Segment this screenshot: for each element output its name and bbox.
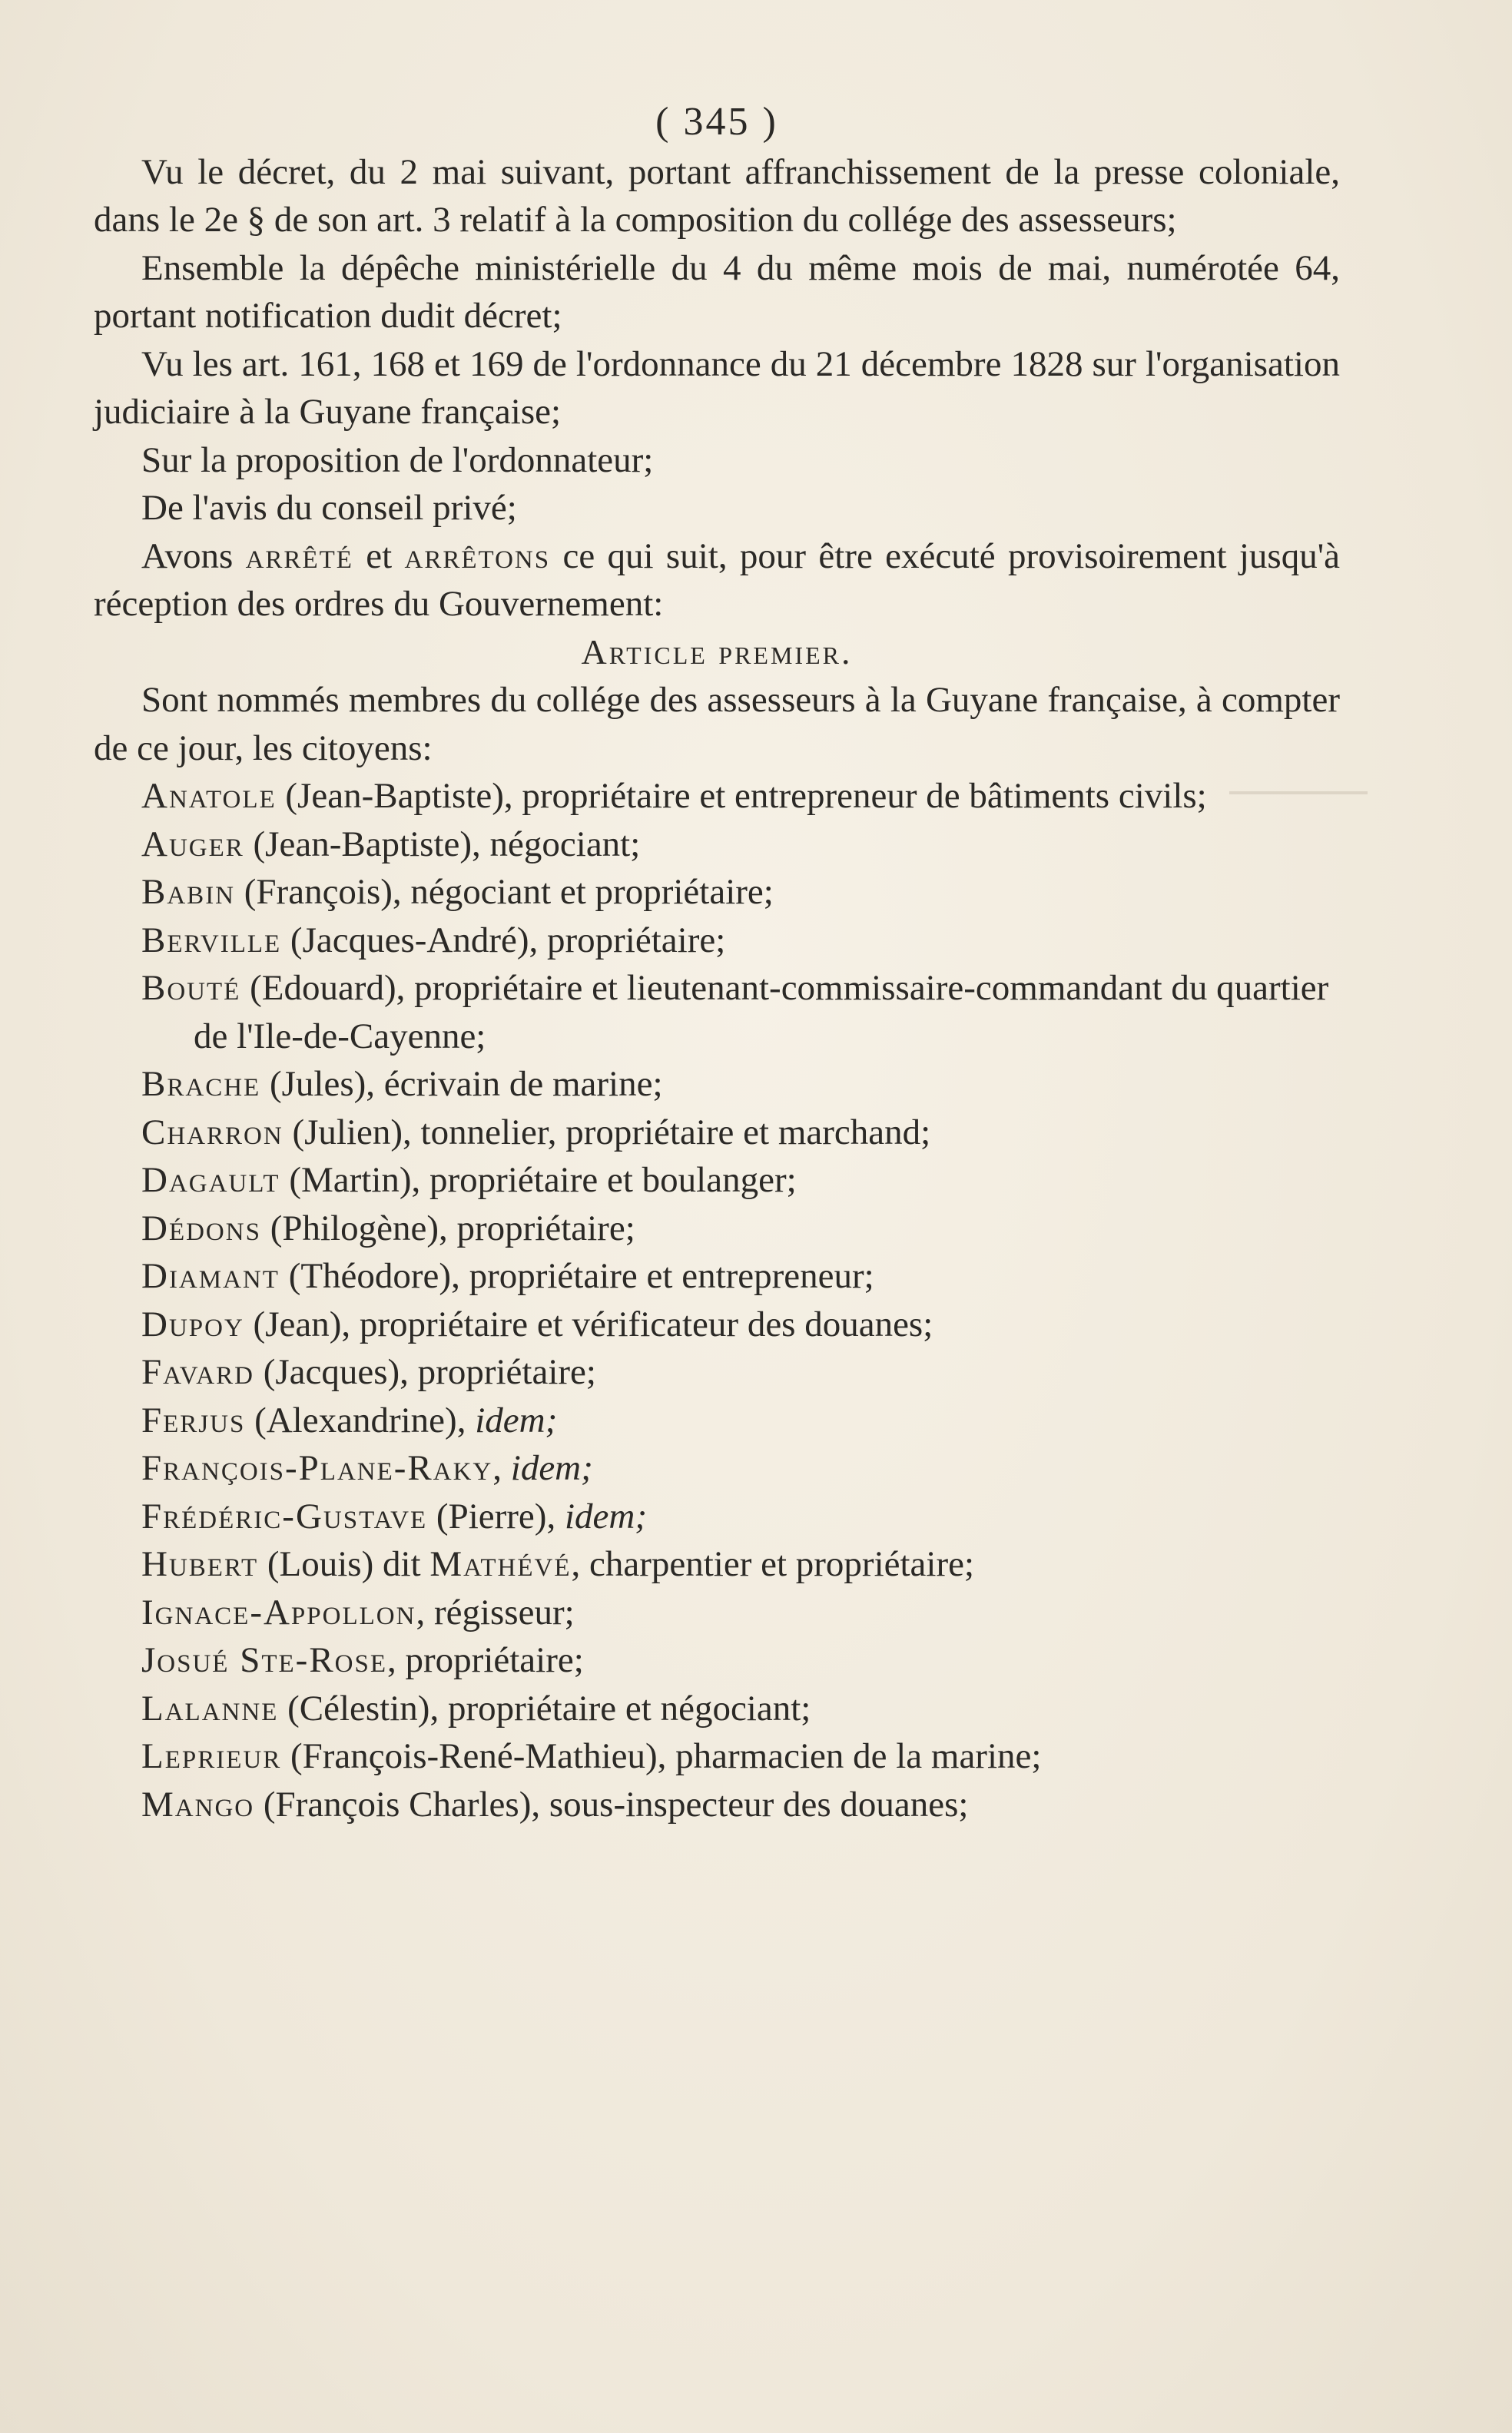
member-name: Auger: [141, 824, 244, 864]
decree-mid: et: [366, 535, 393, 576]
member-name: Dédons: [141, 1208, 261, 1248]
member-name: Brache: [141, 1064, 261, 1104]
member-entry: [94, 1060, 1340, 1109]
member-alias: Mathévé: [429, 1544, 572, 1584]
member-detail: (Jacques), propriétaire;: [254, 1352, 596, 1392]
member-name: Favard: [141, 1352, 254, 1392]
member-detail: (Julien), tonnelier, propriétaire et marchand;: [283, 1112, 931, 1152]
member-detail: (Louis) dit: [258, 1544, 430, 1584]
article-intro: Sont nommés membres du collége des assesseurs à la Guyane française, à compter de ce jour, les citoyens:: [94, 680, 1340, 768]
member-name: Mango: [141, 1784, 255, 1825]
paragraph-decret: Vu le décret, du 2 mai suivant, portant affranchissement de la presse coloniale, dans le 2e § de son art. 3 relatif à la composition du collége des assesseurs;: [94, 151, 1340, 240]
paragraph-proposition: Sur la proposition de l'ordonnateur;: [141, 439, 654, 480]
member-entry: [94, 1348, 1340, 1397]
member-entry: [94, 1493, 1340, 1541]
member-entry: [94, 917, 1340, 965]
decree-lead: Avons: [141, 535, 234, 576]
member-detail: (Martin), propriétaire et boulanger;: [280, 1160, 797, 1200]
member-entry: [94, 1589, 1340, 1637]
member-detail: (Edouard), propriétaire et lieutenant-commissaire-commandant du quartier de l'Ile-de-Cayenne;: [194, 968, 1329, 1056]
member-entry: [94, 772, 1340, 820]
article-heading: Article premier.: [581, 631, 853, 671]
member-entry: [94, 1397, 1340, 1445]
member-detail: (François-René-Mathieu), pharmacien de la marine;: [281, 1736, 1042, 1776]
member-detail: , propriétaire;: [387, 1640, 584, 1680]
member-name: Lalanne: [141, 1688, 279, 1729]
member-idem: idem;: [510, 1448, 593, 1488]
member-entry: [94, 1540, 1340, 1589]
member-entry: [94, 1109, 1340, 1157]
member-detail: (Philogène), propriétaire;: [260, 1208, 635, 1248]
member-detail: (Célestin), propriétaire et négociant;: [278, 1688, 811, 1729]
member-entry: [94, 820, 1340, 869]
member-detail: (Jean), propriétaire et vérificateur des douanes;: [244, 1304, 933, 1344]
member-entry: [94, 1301, 1340, 1349]
member-name: Dagault: [141, 1160, 280, 1200]
member-name: Leprieur: [141, 1736, 282, 1776]
page-number: ( 345 ): [655, 100, 778, 144]
member-detail: (Jacques-André), propriétaire;: [281, 920, 726, 960]
member-entry: [94, 1685, 1340, 1733]
decree-word-arrete: arrêté: [245, 535, 353, 576]
member-detail: (François), négociant et propriétaire;: [235, 872, 774, 912]
member-name: Hubert: [141, 1544, 259, 1584]
member-entry: [94, 1781, 1340, 1829]
member-detail: (Jean-Baptiste), négociant;: [244, 824, 641, 864]
member-name: Ferjus: [141, 1400, 246, 1440]
member-detail: (Alexandrine),: [245, 1400, 476, 1440]
member-idem: idem;: [475, 1400, 558, 1440]
member-detail: , régisseur;: [416, 1592, 575, 1632]
decree-word-arretons: arrêtons: [404, 535, 551, 576]
member-idem: idem;: [564, 1496, 647, 1536]
member-name: Frédéric-Gustave: [141, 1496, 428, 1536]
paragraph-avis: De l'avis du conseil privé;: [141, 488, 517, 528]
member-entry: [94, 1732, 1340, 1781]
member-name: Dupoy: [141, 1304, 244, 1344]
page-content: [94, 98, 1340, 1828]
decree-rest: ce qui suit, pour être exécuté provisoirement jusqu'à réception des ordres du Gouvernement:: [94, 535, 1341, 624]
member-name: Anatole: [141, 776, 277, 816]
paragraph-ordonnance: Vu les art. 161, 168 et 169 de l'ordonnance du 21 décembre 1828 sur l'organisation judiciaire à la Guyane française;: [94, 343, 1340, 432]
member-entry: [94, 1156, 1340, 1205]
paragraph-depeche: Ensemble la dépêche ministérielle du 4 du même mois de mai, numérotée 64, portant notification dudit décret;: [94, 247, 1340, 336]
member-detail: (Jean-Baptiste), propriétaire et entrepreneur de bâtiments civils;: [276, 776, 1207, 816]
member-entry: [94, 1444, 1340, 1493]
member-name: Babin: [141, 872, 236, 912]
member-list: [94, 772, 1340, 1828]
member-entry: [94, 1252, 1340, 1301]
member-name: Bouté: [141, 968, 241, 1008]
member-detail-2: , charpentier et propriétaire;: [571, 1544, 975, 1584]
member-detail: ,: [492, 1448, 511, 1488]
member-detail: (Pierre),: [427, 1496, 565, 1536]
member-detail: (Jules), écrivain de marine;: [260, 1064, 663, 1104]
member-entry: [94, 1636, 1340, 1685]
paragraph-decree: [94, 532, 1340, 628]
member-name: François-Plane-Raky: [141, 1448, 493, 1488]
member-detail: (Théodore), propriétaire et entrepreneur;: [279, 1256, 874, 1296]
member-entry: [94, 964, 1340, 1060]
member-name: Charron: [141, 1112, 284, 1152]
member-name: Diamant: [141, 1256, 280, 1296]
member-name: Ignace-Appollon: [141, 1592, 416, 1632]
member-name: Berville: [141, 920, 282, 960]
member-entry: [94, 868, 1340, 917]
member-name: Josué Ste-Rose: [141, 1640, 388, 1680]
member-detail: (François Charles), sous-inspecteur des douanes;: [254, 1784, 969, 1825]
member-entry: [94, 1205, 1340, 1253]
